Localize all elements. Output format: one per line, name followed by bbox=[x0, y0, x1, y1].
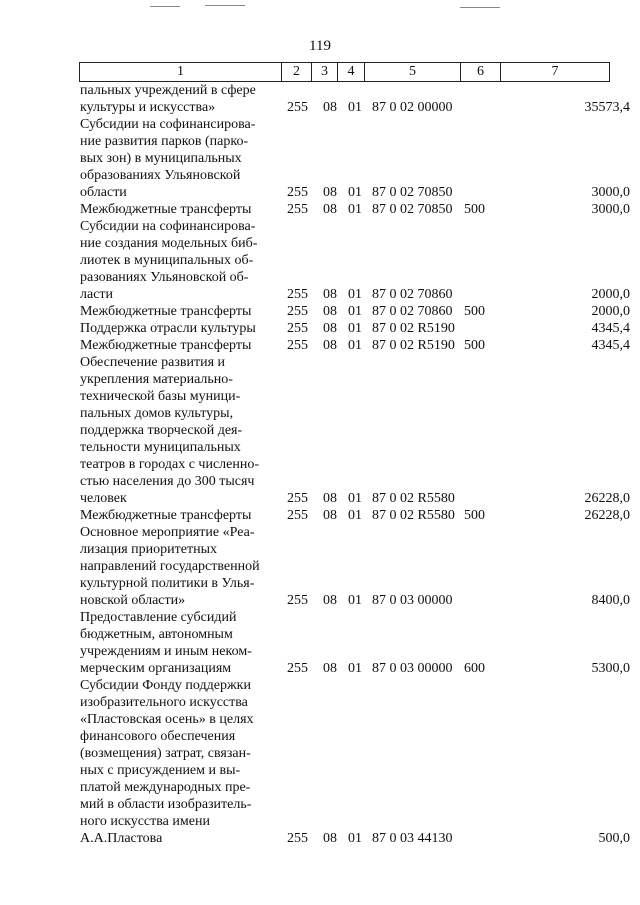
row-col5: 87 0 03 00000 bbox=[372, 661, 453, 676]
row-col3: 08 bbox=[323, 304, 337, 319]
row-name: Межбюджетные трансферты bbox=[80, 304, 252, 319]
table-row bbox=[0, 116, 640, 201]
row-name: Обеспечение развития и укрепления материально- технической базы муници- пальных домов культуры, поддержка творческой дея- тельности муниципальных театров в городах с численно- стью населения до 300 тысяч человек bbox=[80, 355, 259, 506]
table-row bbox=[0, 201, 640, 218]
row-col3: 08 bbox=[323, 661, 337, 676]
row-col3: 08 bbox=[323, 491, 337, 506]
row-name: Межбюджетные трансферты bbox=[80, 202, 252, 217]
row-col5: 87 0 02 70850 bbox=[372, 185, 453, 200]
row-col4: 01 bbox=[348, 185, 362, 200]
row-col2: 255 bbox=[287, 185, 308, 200]
row-col3: 08 bbox=[323, 338, 337, 353]
row-col6: 500 bbox=[464, 338, 485, 353]
row-name: Предоставление субсидий бюджетным, автономным учреждениям и иным неком- мерческим организациям bbox=[80, 610, 252, 676]
row-col4: 01 bbox=[348, 338, 362, 353]
scan-artifacts bbox=[0, 4, 640, 14]
row-col3: 08 bbox=[323, 508, 337, 523]
row-col2: 255 bbox=[287, 338, 308, 353]
row-col5: 87 0 03 44130 bbox=[372, 831, 453, 846]
scan-artifact-line bbox=[150, 6, 180, 7]
row-col4: 01 bbox=[348, 491, 362, 506]
row-col4: 01 bbox=[348, 100, 362, 115]
row-name: Основное мероприятие «Реа- лизация приоритетных направлений государственной культурной политики в Улья- новской области» bbox=[80, 525, 260, 608]
row-col2: 255 bbox=[287, 202, 308, 217]
header-cell-2: 2 bbox=[282, 63, 312, 81]
row-col2: 255 bbox=[287, 831, 308, 846]
row-col2: 255 bbox=[287, 100, 308, 115]
scan-artifact-line bbox=[460, 7, 500, 8]
row-col7: 2000,0 bbox=[591, 287, 630, 302]
row-col4: 01 bbox=[348, 593, 362, 608]
row-col7: 4345,4 bbox=[591, 321, 630, 336]
row-col7: 26228,0 bbox=[584, 508, 630, 523]
table-row bbox=[0, 354, 640, 507]
row-col4: 01 bbox=[348, 304, 362, 319]
row-col4: 01 bbox=[348, 831, 362, 846]
row-name: Субсидии на софинансирова- ние развития парков (парко- вых зон) в муниципальных образованиях Ульяновской области bbox=[80, 117, 256, 200]
row-col3: 08 bbox=[323, 100, 337, 115]
row-col5: 87 0 02 70860 bbox=[372, 304, 453, 319]
table-row bbox=[0, 320, 640, 337]
row-name: Межбюджетные трансферты bbox=[80, 508, 252, 523]
row-name: Субсидии на софинансирова- ние создания модельных биб- лиотек в муниципальных об- разованиях Ульяновской об- ласти bbox=[80, 219, 258, 302]
row-col3: 08 bbox=[323, 185, 337, 200]
row-col4: 01 bbox=[348, 661, 362, 676]
row-col7: 5300,0 bbox=[591, 661, 630, 676]
row-col7: 8400,0 bbox=[591, 593, 630, 608]
row-col7: 3000,0 bbox=[591, 185, 630, 200]
row-name: Межбюджетные трансферты bbox=[80, 338, 252, 353]
header-cell-5: 5 bbox=[365, 63, 461, 81]
row-col5: 87 0 02 R5190 bbox=[372, 321, 455, 336]
header-cell-7: 7 bbox=[551, 64, 559, 79]
row-col2: 255 bbox=[287, 304, 308, 319]
row-col2: 255 bbox=[287, 661, 308, 676]
table-body bbox=[0, 82, 640, 847]
row-col3: 08 bbox=[323, 202, 337, 217]
table-row bbox=[0, 524, 640, 609]
row-col5: 87 0 02 00000 bbox=[372, 100, 453, 115]
row-col2: 255 bbox=[287, 491, 308, 506]
row-col3: 08 bbox=[323, 593, 337, 608]
row-col3: 08 bbox=[323, 831, 337, 846]
row-col2: 255 bbox=[287, 321, 308, 336]
row-col7: 500,0 bbox=[598, 831, 630, 846]
table-row bbox=[0, 337, 640, 354]
page-number: 119 bbox=[309, 38, 331, 54]
header-cell-4: 4 bbox=[338, 63, 365, 81]
table-row bbox=[0, 82, 640, 116]
row-col7: 3000,0 bbox=[591, 202, 630, 217]
table-row bbox=[0, 303, 640, 320]
row-col7: 35573,4 bbox=[584, 100, 630, 115]
row-col6: 600 bbox=[464, 661, 485, 676]
row-col7: 2000,0 bbox=[591, 304, 630, 319]
row-col5: 87 0 02 R5580 bbox=[372, 491, 455, 506]
row-col3: 08 bbox=[323, 321, 337, 336]
header-cell-3: 3 bbox=[312, 63, 338, 81]
row-col6: 500 bbox=[464, 202, 485, 217]
row-col2: 255 bbox=[287, 593, 308, 608]
row-col5: 87 0 02 70860 bbox=[372, 287, 453, 302]
row-name: Субсидии Фонду поддержки изобразительного искусства «Пластовская осень» в целях финансового обеспечения (возмещения) затрат, связан- ных с присуждением и вы- платой международных пре- мий в области изобразитель- ного искусства имени А.А.Пластова bbox=[80, 678, 254, 846]
row-col2: 255 bbox=[287, 287, 308, 302]
row-col4: 01 bbox=[348, 287, 362, 302]
row-name: Поддержка отрасли культуры bbox=[80, 321, 256, 336]
table-header bbox=[79, 62, 610, 82]
row-col6: 500 bbox=[464, 304, 485, 319]
row-col5: 87 0 02 70850 bbox=[372, 202, 453, 217]
row-col4: 01 bbox=[348, 202, 362, 217]
row-col6: 500 bbox=[464, 508, 485, 523]
row-col5: 87 0 02 R5580 bbox=[372, 508, 455, 523]
row-col5: 87 0 03 00000 bbox=[372, 593, 453, 608]
row-col5: 87 0 02 R5190 bbox=[372, 338, 455, 353]
header-cell-1: 1 bbox=[80, 63, 282, 81]
table-row bbox=[0, 677, 640, 847]
table-row bbox=[0, 218, 640, 303]
row-col3: 08 bbox=[323, 287, 337, 302]
row-col4: 01 bbox=[348, 321, 362, 336]
header-cell-6: 6 bbox=[461, 63, 501, 81]
row-col7: 4345,4 bbox=[591, 338, 630, 353]
table-row bbox=[0, 507, 640, 524]
row-col4: 01 bbox=[348, 508, 362, 523]
row-col2: 255 bbox=[287, 508, 308, 523]
row-col7: 26228,0 bbox=[584, 491, 630, 506]
row-name: пальных учреждений в сфере культуры и искусства» bbox=[80, 83, 256, 115]
scan-artifact-line bbox=[205, 5, 245, 6]
table-row bbox=[0, 609, 640, 677]
